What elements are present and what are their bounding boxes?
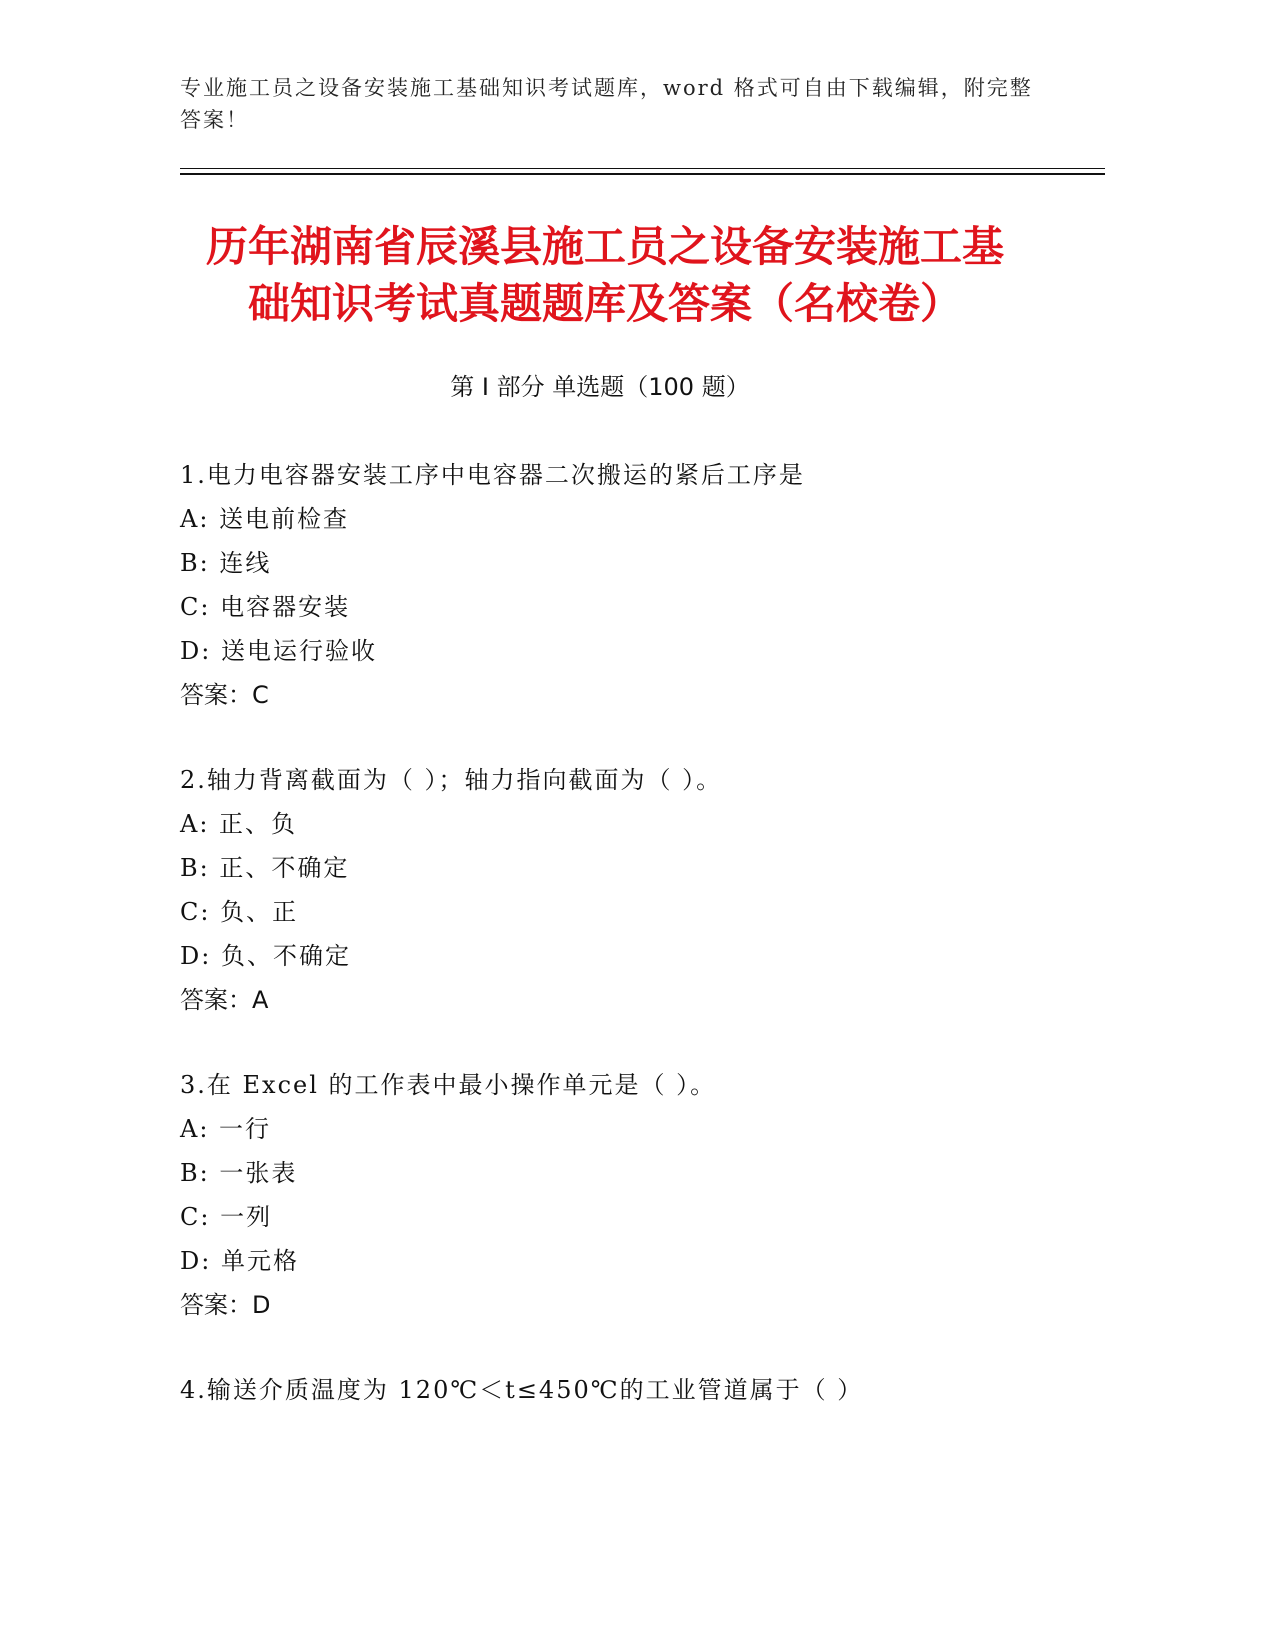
question-stem: 1.电力电容器安装工序中电容器二次搬运的紧后工序是 bbox=[180, 461, 805, 489]
document-title bbox=[160, 218, 1050, 332]
option-d: D: 送电运行验收 bbox=[180, 637, 377, 665]
question-2 bbox=[180, 758, 1080, 1022]
question-stem: 4.输送介质温度为 120℃＜t≤450℃的工业管道属于（ ） bbox=[180, 1376, 864, 1404]
answer: 答案：C bbox=[180, 681, 269, 709]
option-c: C: 电容器安装 bbox=[180, 593, 351, 621]
question-1 bbox=[180, 453, 1080, 717]
option-a: A: 送电前检查 bbox=[180, 505, 350, 533]
option-b: B: 连线 bbox=[180, 549, 272, 577]
option-a: A: 一行 bbox=[180, 1115, 272, 1143]
option-c: C: 一列 bbox=[180, 1203, 273, 1231]
question-4 bbox=[180, 1368, 1080, 1412]
option-c: C: 负、正 bbox=[180, 898, 299, 926]
header-rule-top bbox=[180, 168, 1105, 169]
option-b: B: 正、不确定 bbox=[180, 854, 350, 882]
answer: 答案：A bbox=[180, 986, 269, 1014]
header-rule-bottom bbox=[180, 173, 1105, 175]
option-d: D: 负、不确定 bbox=[180, 942, 351, 970]
option-b: B: 一张表 bbox=[180, 1159, 298, 1187]
question-stem: 2.轴力背离截面为（ ）；轴力指向截面为（ ）。 bbox=[180, 766, 723, 794]
answer: 答案：D bbox=[180, 1291, 271, 1319]
option-a: A: 正、负 bbox=[180, 810, 298, 838]
header-note: 专业施工员之设备安装施工基础知识考试题库，word 格式可自由下载编辑，附完整答案！ bbox=[180, 76, 1033, 132]
question-3 bbox=[180, 1063, 1080, 1327]
option-d: D: 单元格 bbox=[180, 1247, 299, 1275]
section-heading: 第 I 部分 单选题（100 题） bbox=[450, 373, 750, 401]
document-title-line-1: 历年湖南省辰溪县施工员之设备安装施工基 bbox=[205, 222, 1004, 271]
question-stem: 3.在 Excel 的工作表中最小操作单元是（ ）。 bbox=[180, 1071, 717, 1099]
document-title-line-2: 础知识考试真题题库及答案（名校卷） bbox=[247, 279, 962, 328]
